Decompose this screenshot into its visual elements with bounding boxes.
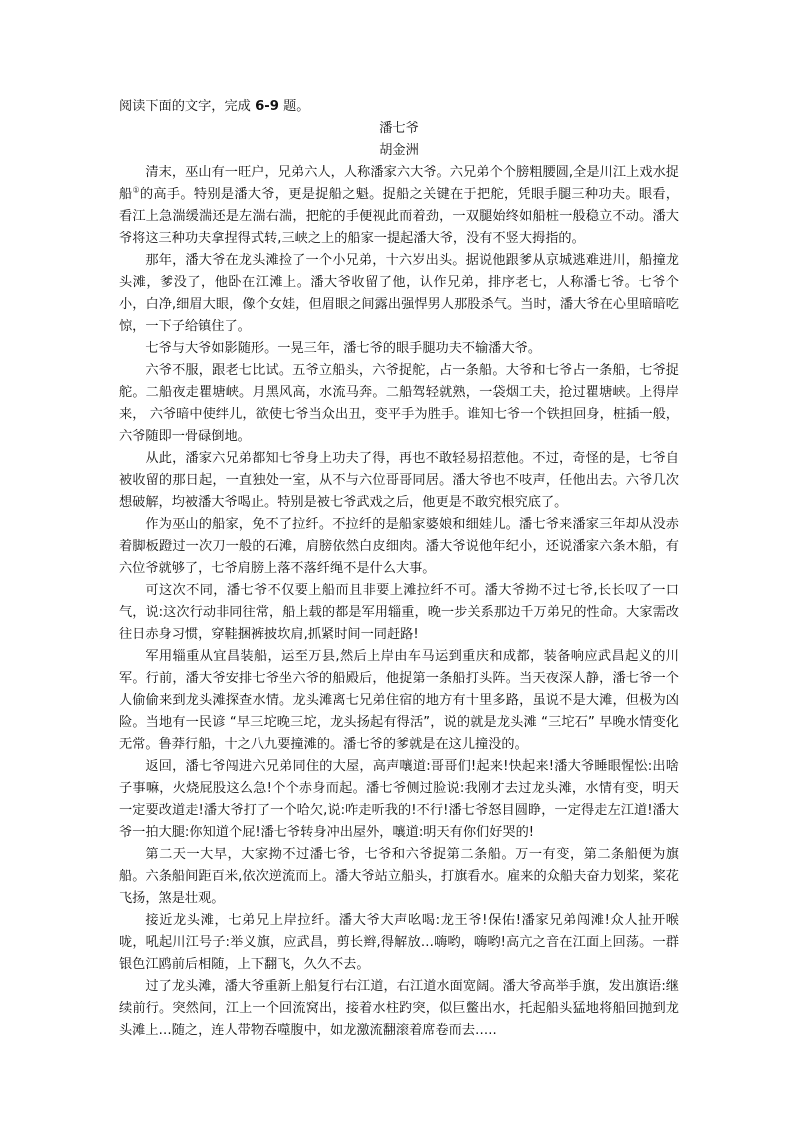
paragraph-3: 七爷与大爷如影随形。一晃三年，潘七爷的眼手腿功夫不输潘大爷。 <box>145 341 542 356</box>
reading-instruction <box>119 96 679 118</box>
article-author: 胡金洲 <box>379 143 419 158</box>
paragraph-6: 作为巫山的船家，免不了拉纤。不拉纤的是船家婆娘和细娃儿。潘七爷来潘家三年却从没赤着脚板蹬过一次刀一般的石滩，肩膀依然白皮细肉。潘大爷说他年纪小，还说潘家六条木船，有六位爷就够了，七爷肩膀上落不落纤绳不是什么大事。 <box>119 517 679 576</box>
paragraph-8: 军用辎重从宜昌装船，运至万县,然后上岸由车马运到重庆和成都，装备响应武昌起义的川军。行前，潘大爷安排七爷坐六爷的船殿后，他捉第一条船打头阵。当天夜深人静，潘七爷一个人偷偷来到龙头滩探查水情。龙头滩离七兄弟住宿的地方有十里多路，虽说不是大滩，但极为凶险。当地有一民谚 “早三坨晚三坨，龙头扬起有得活”，说的就是龙头滩 “三坨石” 早晚水情变化无常。鲁莽行船，十之八九要撞滩的。潘七爷的爹就是在这儿撞没的。 <box>119 649 679 752</box>
paragraph-12: 过了龙头滩，潘大爷重新上船复行右江道，右江道水面宽阔。潘大爷高举手旗，发出旗语:继续前行。突然间，江上一个回流窝出，接着水柱趵突，似巨鳖出水，托起船头猛地将船回抛到龙头滩上…随之，连人带物吞噬腹中，如龙激流翻滚着席卷而去….. <box>119 979 679 1038</box>
paragraph-10: 第二天一大早，大家拗不过潘七爷，七爷和六爷捉第二条船。万一有变，第二条船便为旗船。六条船间距百米,依次逆流而上。潘大爷站立船头，打旗看水。雇来的众船夫奋力划桨，桨花飞扬，煞是壮观。 <box>119 847 679 906</box>
question-range: 6-9 <box>255 99 279 114</box>
instruction-prefix: 阅读下面的文字，完成 <box>119 99 251 114</box>
instruction-suffix: 题。 <box>283 99 310 114</box>
paragraph-1-start: 清末，巫山有一旺户，兄弟六人，人称潘家六大爷。六兄弟个个膀粗腰圆,全是川江上戏水捉船 <box>119 165 679 202</box>
paragraph-1 <box>119 162 679 250</box>
article-title: 潘七爷 <box>379 121 419 136</box>
paragraph-5: 从此，潘家六兄弟都知七爷身上功夫了得，再也不敢轻易招惹他。不过，奇怪的是，七爷自被收留的那日起，一直独处一室，从不与六位哥哥同居。潘大爷也不吱声，任他出去。六爷几次想破解，均被潘大爷喝止。特别是被七爷武戏之后，他更是不敢究根究底了。 <box>119 451 679 510</box>
paragraph-2: 那年，潘大爷在龙头滩捡了一个小兄弟，十六岁出头。据说他跟爹从京城逃难进川，船撞龙头滩，爹没了，他卧在江滩上。潘大爷收留了他，认作兄弟，排序老七，人称潘七爷。七爷个小，白净,细眉大眼，像个女娃，但眉眼之间露出强悍男人那股杀气。当时，潘大爷在心里暗暗吃惊，一下子给镇住了。 <box>119 253 679 334</box>
paragraph-7: 可这次不同，潘七爷不仅要上船而且非要上滩拉纤不可。潘大爷拗不过七爷,长长叹了一口气，说:这次行动非同往常，船上载的都是军用辎重，晚一步关系那边千万弟兄的性命。大家需改往日赤身习惯，穿鞋捆裤披坎肩,抓紧时间一同赶路! <box>119 583 679 642</box>
paragraph-4: 六爷不服，跟老七比试。五爷立船头，六爷捉舵，占一条船。大爷和七爷占一条船，七爷捉舵。二船夜走瞿塘峡。月黑风高，水流马奔。二船驾轻就熟，一袋烟工夫，抢过瞿塘峡。上得岸来， 六爷暗中使绊儿，欲使七爷当众出丑，变平手为胜手。谁知七爷一个铁担回身，桩插一般，六爷随即一骨碌倒地。 <box>119 363 679 444</box>
paragraph-1-rest: 的高手。特别是潘大爷，更是捉船之魁。捉船之关键在于把舵，凭眼手腿三种功夫。眼看，看江上急湍缓湍还是左湍右湍，把舵的手便视此而着劲，一双腿始终如船桩一般稳立不动。潘大爷将这三种功夫拿捏得式转,三峡之上的船家一提起潘大爷，没有不竖大拇指的。 <box>119 187 679 246</box>
paragraph-11: 接近龙头滩，七弟兄上岸拉纤。潘大爷大声吆喝:龙王爷!保佑!潘家兄弟闯滩!众人扯开喉咙，吼起川江号子:举义旗，应武昌，剪长辫,得解放…嗨哟，嗨哟!高亢之音在江面上回荡。一群银色江鸥前后相随，上下翻飞，久久不去。 <box>119 913 679 972</box>
document-page <box>119 96 679 1042</box>
footnote-marker: ① <box>132 185 140 195</box>
paragraph-9: 返回，潘七爷闯进六兄弟同住的大屋，高声嚷道:哥哥们!起来!快起来!潘大爷睡眼惺忪:出啥子事嘛，火烧屁股这么急!个个赤身而起。潘七爷侧过脸说:我刚才去过龙头滩，水情有变，明天一定要改道走!潘大爷打了一个哈欠,说:咋走听我的!不行!潘七爷怒目圆睁，一定得走左江道!潘大爷一拍大腿:你知道个屁!潘七爷转身冲出屋外，嚷道:明天有你们好哭的! <box>119 759 679 840</box>
